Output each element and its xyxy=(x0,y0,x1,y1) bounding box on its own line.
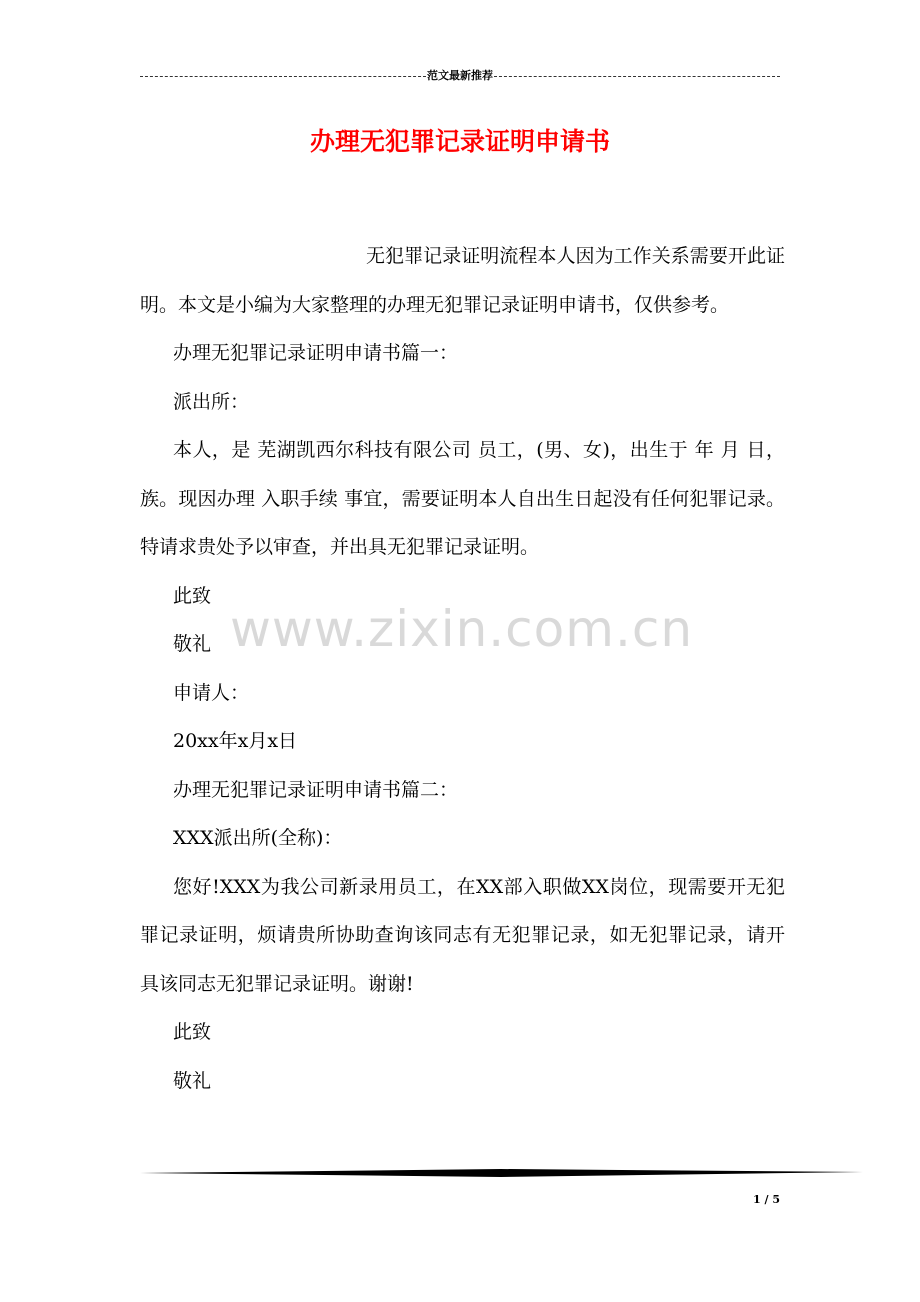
header-label: 范文最新推荐 xyxy=(427,69,493,82)
page-number: 1 / 5 xyxy=(753,1193,780,1206)
header-dash-right xyxy=(494,76,780,77)
page-header xyxy=(140,68,780,84)
recipient-line: XXX派出所(全称)： xyxy=(173,827,343,849)
date-line: 20xx年x月x日 xyxy=(173,730,298,752)
body-paragraph: 本人，是 芜湖凯西尔科技有限公司 员工，(男、女)，出生于 年 月 日， 族。现因办理 入职手续 事宜，需要证明本人自出生日起没有任何犯罪记录。特请求贵处予以审查，并出具无犯罪记录证明。 xyxy=(140,439,785,558)
salutation-line: 敬礼 xyxy=(173,1069,212,1092)
footer-divider xyxy=(140,1168,863,1178)
intro-paragraph: 无犯罪记录证明流程本人因为工作关系需要开此证明。本文是小编为大家整理的办理无犯罪记录证明申请书，仅供参考。 xyxy=(140,245,785,316)
section-heading-one: 办理无犯罪记录证明申请书篇一： xyxy=(173,342,459,364)
applicant-line: 申请人： xyxy=(173,681,250,704)
closing-line: 此致 xyxy=(173,1021,212,1043)
closing-line: 此致 xyxy=(173,584,212,607)
document-body xyxy=(140,232,785,1105)
recipient-line: 派出所： xyxy=(173,390,250,413)
body-paragraph: 您好!XXX为我公司新录用员工，在XX部入职做XX岗位，现需要开无犯罪记录证明，烦请贵所协助查询该同志有无犯罪记录，如无犯罪记录，请开具该同志无犯罪记录证明。谢谢! xyxy=(140,875,785,995)
section-heading-two: 办理无犯罪记录证明申请书篇二： xyxy=(173,778,459,801)
salutation-line: 敬礼 xyxy=(173,633,212,655)
watermark: www.zixin.com.cn xyxy=(230,600,694,658)
header-dash-left xyxy=(140,76,426,77)
document-title: 办理无犯罪记录证明申请书 xyxy=(309,127,610,156)
